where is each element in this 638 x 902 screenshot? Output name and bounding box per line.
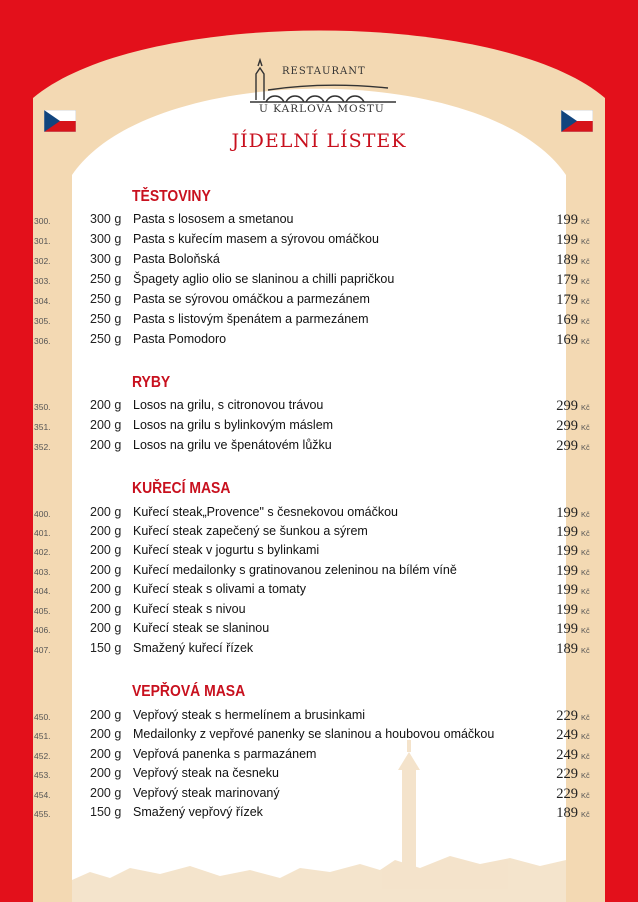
item-weight: 200 g (90, 438, 122, 452)
item-name: Kuřecí steak„Provence" s česnekovou omáčkou (133, 505, 398, 519)
item-name: Losos na grilu, s citronovou trávou (133, 398, 324, 412)
item-currency: Kč (581, 732, 590, 741)
item-weight: 150 g (90, 805, 122, 819)
item-name: Vepřová panenka s parmazánem (133, 747, 317, 761)
item-name: Vepřový steak marinovaný (133, 786, 280, 800)
item-name: Kuřecí steak zapečený se šunkou a sýrem (133, 524, 368, 538)
item-number: 306. (34, 336, 51, 346)
item-weight: 200 g (90, 418, 122, 432)
item-price: 249 (556, 747, 578, 763)
item-number: 402. (34, 547, 51, 557)
item-number: 450. (34, 712, 51, 722)
menu-item (0, 292, 638, 310)
item-name: Vepřový steak na česneku (133, 766, 279, 780)
item-name: Kuřecí steak v jogurtu s bylinkami (133, 543, 320, 557)
menu-item (0, 786, 638, 804)
item-name: Medailonky z vepřové panenky se slaninou a houbovou omáčkou (133, 727, 495, 741)
item-number: 305. (34, 316, 51, 326)
item-price: 169 (556, 312, 578, 328)
czech-flag-icon (561, 110, 593, 132)
item-name: Kuřecí steak s olivami a tomaty (133, 582, 306, 596)
item-number: 405. (34, 606, 51, 616)
section-title-veprova-masa: VEPŘOVÁ MASA (132, 683, 246, 700)
menu-item (0, 438, 638, 456)
brand-line1: RESTAURANT (282, 66, 366, 77)
item-price: 249 (556, 727, 578, 743)
menu-item (0, 332, 638, 350)
item-currency: Kč (581, 423, 590, 432)
item-price: 299 (556, 398, 578, 414)
item-name: Pasta s listovým špenátem a parmezánem (133, 312, 369, 326)
item-price: 189 (556, 252, 578, 268)
item-number: 453. (34, 770, 51, 780)
item-name: Losos na grilu s bylinkovým máslem (133, 418, 334, 432)
item-price: 199 (556, 212, 578, 228)
item-number: 401. (34, 528, 51, 538)
item-number: 352. (34, 442, 51, 452)
item-number: 301. (34, 236, 51, 246)
item-name: Kuřecí steak se slaninou (133, 621, 270, 635)
item-currency: Kč (581, 791, 590, 800)
menu-item (0, 621, 638, 639)
section-title-ryby: RYBY (132, 374, 171, 391)
item-number: 400. (34, 509, 51, 519)
item-number: 407. (34, 645, 51, 655)
menu-item (0, 727, 638, 745)
item-price: 199 (556, 232, 578, 248)
item-price: 169 (556, 332, 578, 348)
item-weight: 200 g (90, 524, 122, 538)
item-price: 199 (556, 543, 578, 559)
item-currency: Kč (581, 337, 590, 346)
menu-item (0, 747, 638, 765)
menu-item (0, 805, 638, 823)
menu-item (0, 272, 638, 290)
item-currency: Kč (581, 510, 590, 519)
menu-item (0, 563, 638, 581)
menu-item (0, 232, 638, 250)
item-number: 404. (34, 586, 51, 596)
item-name: Pasta Pomodoro (133, 332, 227, 346)
item-currency: Kč (581, 713, 590, 722)
item-weight: 200 g (90, 621, 122, 635)
item-price: 199 (556, 602, 578, 618)
item-weight: 200 g (90, 543, 122, 557)
brand-line2: U KARLOVA MOSTU (259, 103, 385, 115)
item-price: 299 (556, 418, 578, 434)
item-name: Kuřecí medailonky s gratinovanou zeleninou na bílém víně (133, 563, 457, 577)
item-currency: Kč (581, 810, 590, 819)
item-currency: Kč (581, 443, 590, 452)
item-number: 454. (34, 790, 51, 800)
item-name: Špagety aglio olio se slaninou a chilli papričkou (133, 272, 395, 286)
item-price: 229 (556, 708, 578, 724)
item-name: Vepřový steak s hermelínem a brusinkami (133, 708, 366, 722)
item-price: 229 (556, 766, 578, 782)
item-weight: 300 g (90, 232, 122, 246)
item-weight: 200 g (90, 563, 122, 577)
item-name: Kuřecí steak s nivou (133, 602, 246, 616)
item-currency: Kč (581, 403, 590, 412)
item-price: 189 (556, 805, 578, 821)
item-weight: 200 g (90, 786, 122, 800)
item-name: Pasta s lososem a smetanou (133, 212, 294, 226)
section-title-kureci-masa: KUŘECÍ MASA (132, 480, 231, 497)
item-price: 189 (556, 641, 578, 657)
item-weight: 250 g (90, 312, 122, 326)
section-title-testoviny: TĚSTOVINY (132, 188, 211, 205)
item-number: 304. (34, 296, 51, 306)
item-name: Pasta se sýrovou omáčkou a parmezánem (133, 292, 370, 306)
item-price: 179 (556, 292, 578, 308)
item-weight: 250 g (90, 292, 122, 306)
menu-item (0, 708, 638, 726)
menu-item (0, 582, 638, 600)
item-weight: 200 g (90, 602, 122, 616)
item-weight: 300 g (90, 212, 122, 226)
menu-item (0, 543, 638, 561)
item-weight: 250 g (90, 272, 122, 286)
item-price: 199 (556, 524, 578, 540)
item-price: 199 (556, 563, 578, 579)
item-name: Pasta Boloňská (133, 252, 220, 266)
menu-item (0, 418, 638, 436)
item-number: 303. (34, 276, 51, 286)
item-currency: Kč (581, 548, 590, 557)
item-currency: Kč (581, 257, 590, 266)
item-weight: 150 g (90, 641, 122, 655)
item-number: 351. (34, 422, 51, 432)
item-name: Smažený vepřový řízek (133, 805, 263, 819)
item-currency: Kč (581, 752, 590, 761)
item-price: 199 (556, 621, 578, 637)
item-currency: Kč (581, 317, 590, 326)
item-weight: 200 g (90, 727, 122, 741)
item-currency: Kč (581, 217, 590, 226)
item-currency: Kč (581, 646, 590, 655)
item-weight: 200 g (90, 505, 122, 519)
czech-flag-icon (44, 110, 76, 132)
item-price: 229 (556, 786, 578, 802)
item-currency: Kč (581, 626, 590, 635)
item-price: 299 (556, 438, 578, 454)
menu-item (0, 641, 638, 659)
menu-item (0, 602, 638, 620)
menu-item (0, 766, 638, 784)
menu-item (0, 398, 638, 416)
menu-item (0, 252, 638, 270)
item-weight: 200 g (90, 398, 122, 412)
item-number: 300. (34, 216, 51, 226)
item-currency: Kč (581, 607, 590, 616)
item-currency: Kč (581, 237, 590, 246)
item-number: 350. (34, 402, 51, 412)
item-number: 302. (34, 256, 51, 266)
item-weight: 200 g (90, 766, 122, 780)
item-price: 199 (556, 505, 578, 521)
item-currency: Kč (581, 529, 590, 538)
item-currency: Kč (581, 587, 590, 596)
menu-item (0, 312, 638, 330)
menu-item (0, 505, 638, 523)
item-number: 403. (34, 567, 51, 577)
item-currency: Kč (581, 277, 590, 286)
item-number: 452. (34, 751, 51, 761)
item-weight: 300 g (90, 252, 122, 266)
item-name: Smažený kuřecí řízek (133, 641, 254, 655)
item-number: 406. (34, 625, 51, 635)
item-currency: Kč (581, 297, 590, 306)
item-number: 455. (34, 809, 51, 819)
item-weight: 200 g (90, 582, 122, 596)
item-currency: Kč (581, 568, 590, 577)
item-price: 179 (556, 272, 578, 288)
item-number: 451. (34, 731, 51, 741)
item-currency: Kč (581, 771, 590, 780)
item-weight: 250 g (90, 332, 122, 346)
item-weight: 200 g (90, 747, 122, 761)
item-name: Pasta s kuřecím masem a sýrovou omáčkou (133, 232, 379, 246)
menu-item (0, 524, 638, 542)
menu-item (0, 212, 638, 230)
item-name: Losos na grilu ve špenátovém lůžku (133, 438, 332, 452)
item-price: 199 (556, 582, 578, 598)
item-weight: 200 g (90, 708, 122, 722)
page-title: JÍDELNÍ LÍSTEK (231, 130, 407, 152)
